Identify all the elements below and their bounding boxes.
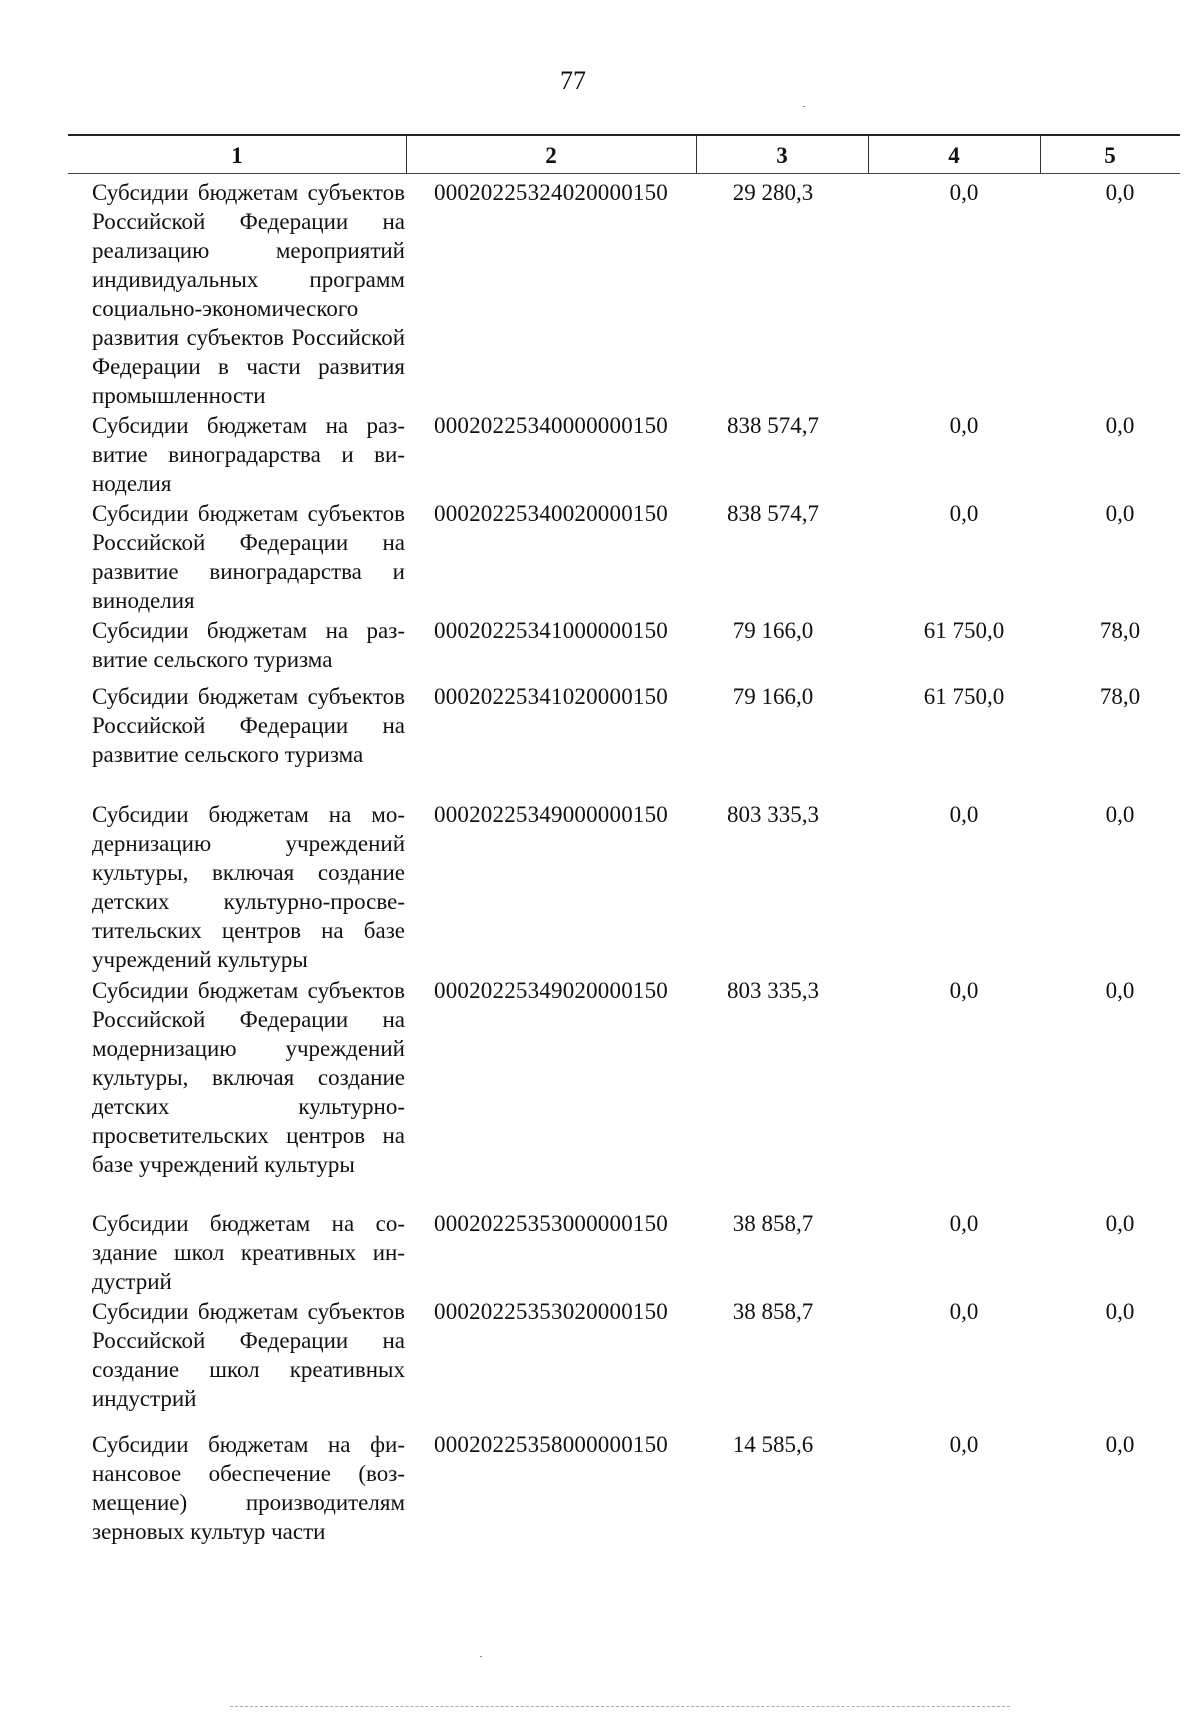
row-value-col5: 0,0 bbox=[1105, 978, 1135, 1003]
row-description: Субсидии бюджетам субъектов Российской Федерации на реализацию мероприятий индивидуальных программ социально-экономического развития субъектов Российской Федерации в части развития промышленности bbox=[92, 180, 405, 408]
row-value-col3: 29 280,3 bbox=[732, 180, 814, 205]
row-code: 00020225353020000150 bbox=[434, 1299, 668, 1324]
row-code: 00020225341020000150 bbox=[434, 684, 668, 709]
row-value-col3: 14 585,6 bbox=[732, 1432, 814, 1457]
row-value-col3: 838 574,7 bbox=[727, 413, 819, 438]
row-value-col5: 0,0 bbox=[1105, 802, 1135, 827]
header-cell-3: 3 bbox=[776, 143, 788, 168]
page-number: 77 bbox=[560, 66, 586, 95]
row-value-col5: 0,0 bbox=[1105, 180, 1135, 205]
row-value-col3: 38 858,7 bbox=[732, 1299, 814, 1324]
scan-speck bbox=[803, 106, 805, 107]
row-value-col4: 0,0 bbox=[949, 413, 979, 438]
row-code: 00020225340000000150 bbox=[434, 413, 668, 438]
row-value-col5: 78,0 bbox=[1099, 684, 1141, 709]
row-code: 00020225349000000150 bbox=[434, 802, 668, 827]
row-value-col4: 0,0 bbox=[949, 501, 979, 526]
row-description: Субсидии бюджетам на развитие сельского туризма bbox=[92, 618, 405, 672]
header-cell-4: 4 bbox=[948, 143, 960, 168]
header-cell-5: 5 bbox=[1104, 143, 1116, 168]
row-description: Субсидии бюджетам субъектов Российской Федерации на модернизацию учреждений культуры, включая создание детских культурно-просветительских центров на базе учреждений культуры bbox=[92, 978, 405, 1177]
row-code: 00020225353000000150 bbox=[434, 1211, 668, 1236]
row-description: Субсидии бюджетам на модернизацию учреждений культуры, включая создание детских культурно-просветительских центров на базе учреждений культуры bbox=[92, 802, 405, 972]
row-value-col5: 0,0 bbox=[1105, 1299, 1135, 1324]
row-description: Субсидии бюджетам субъектов Российской Федерации на создание школ креативных индустрий bbox=[92, 1299, 405, 1411]
scan-speck bbox=[480, 1656, 482, 1657]
row-value-col3: 79 166,0 bbox=[732, 684, 814, 709]
header-cell-1: 1 bbox=[231, 143, 243, 168]
row-value-col3: 803 335,3 bbox=[727, 978, 819, 1003]
scan-edge-line bbox=[230, 1706, 1010, 1707]
row-description: Субсидии бюджетам субъектов Российской Федерации на развитие сельского туризма bbox=[92, 684, 405, 767]
row-description: Субсидии бюджетам на развитие виноградарства и виноделия bbox=[92, 413, 405, 496]
row-value-col5: 78,0 bbox=[1099, 618, 1141, 643]
row-value-col3: 38 858,7 bbox=[732, 1211, 814, 1236]
row-value-col4: 0,0 bbox=[949, 802, 979, 827]
row-value-col5: 0,0 bbox=[1105, 1211, 1135, 1236]
row-value-col4: 0,0 bbox=[949, 978, 979, 1003]
row-value-col4: 0,0 bbox=[949, 1432, 979, 1457]
row-value-col4: 61 750,0 bbox=[923, 684, 1005, 709]
row-description: Субсидии бюджетам на создание школ креативных индустрий bbox=[92, 1211, 405, 1294]
row-value-col4: 0,0 bbox=[949, 180, 979, 205]
row-code: 00020225358000000150 bbox=[434, 1432, 668, 1457]
row-code: 00020225341000000150 bbox=[434, 618, 668, 643]
row-value-col4: 61 750,0 bbox=[923, 618, 1005, 643]
header-cell-2: 2 bbox=[545, 143, 557, 168]
row-value-col5: 0,0 bbox=[1105, 501, 1135, 526]
row-code: 00020225324020000150 bbox=[434, 180, 668, 205]
row-code: 00020225340020000150 bbox=[434, 501, 668, 526]
row-value-col3: 79 166,0 bbox=[732, 618, 814, 643]
row-value-col4: 0,0 bbox=[949, 1211, 979, 1236]
row-value-col4: 0,0 bbox=[949, 1299, 979, 1324]
row-value-col5: 0,0 bbox=[1105, 413, 1135, 438]
row-value-col3: 838 574,7 bbox=[727, 501, 819, 526]
row-description: Субсидии бюджетам субъектов Российской Федерации на развитие виноградарства и виноделия bbox=[92, 501, 405, 613]
row-code: 00020225349020000150 bbox=[434, 978, 668, 1003]
table-header bbox=[68, 134, 1180, 174]
row-value-col3: 803 335,3 bbox=[727, 802, 819, 827]
row-description: Субсидии бюджетам на финансовое обеспечение (возмещение) производителям зерновых культур части bbox=[92, 1432, 405, 1544]
row-value-col5: 0,0 bbox=[1105, 1432, 1135, 1457]
